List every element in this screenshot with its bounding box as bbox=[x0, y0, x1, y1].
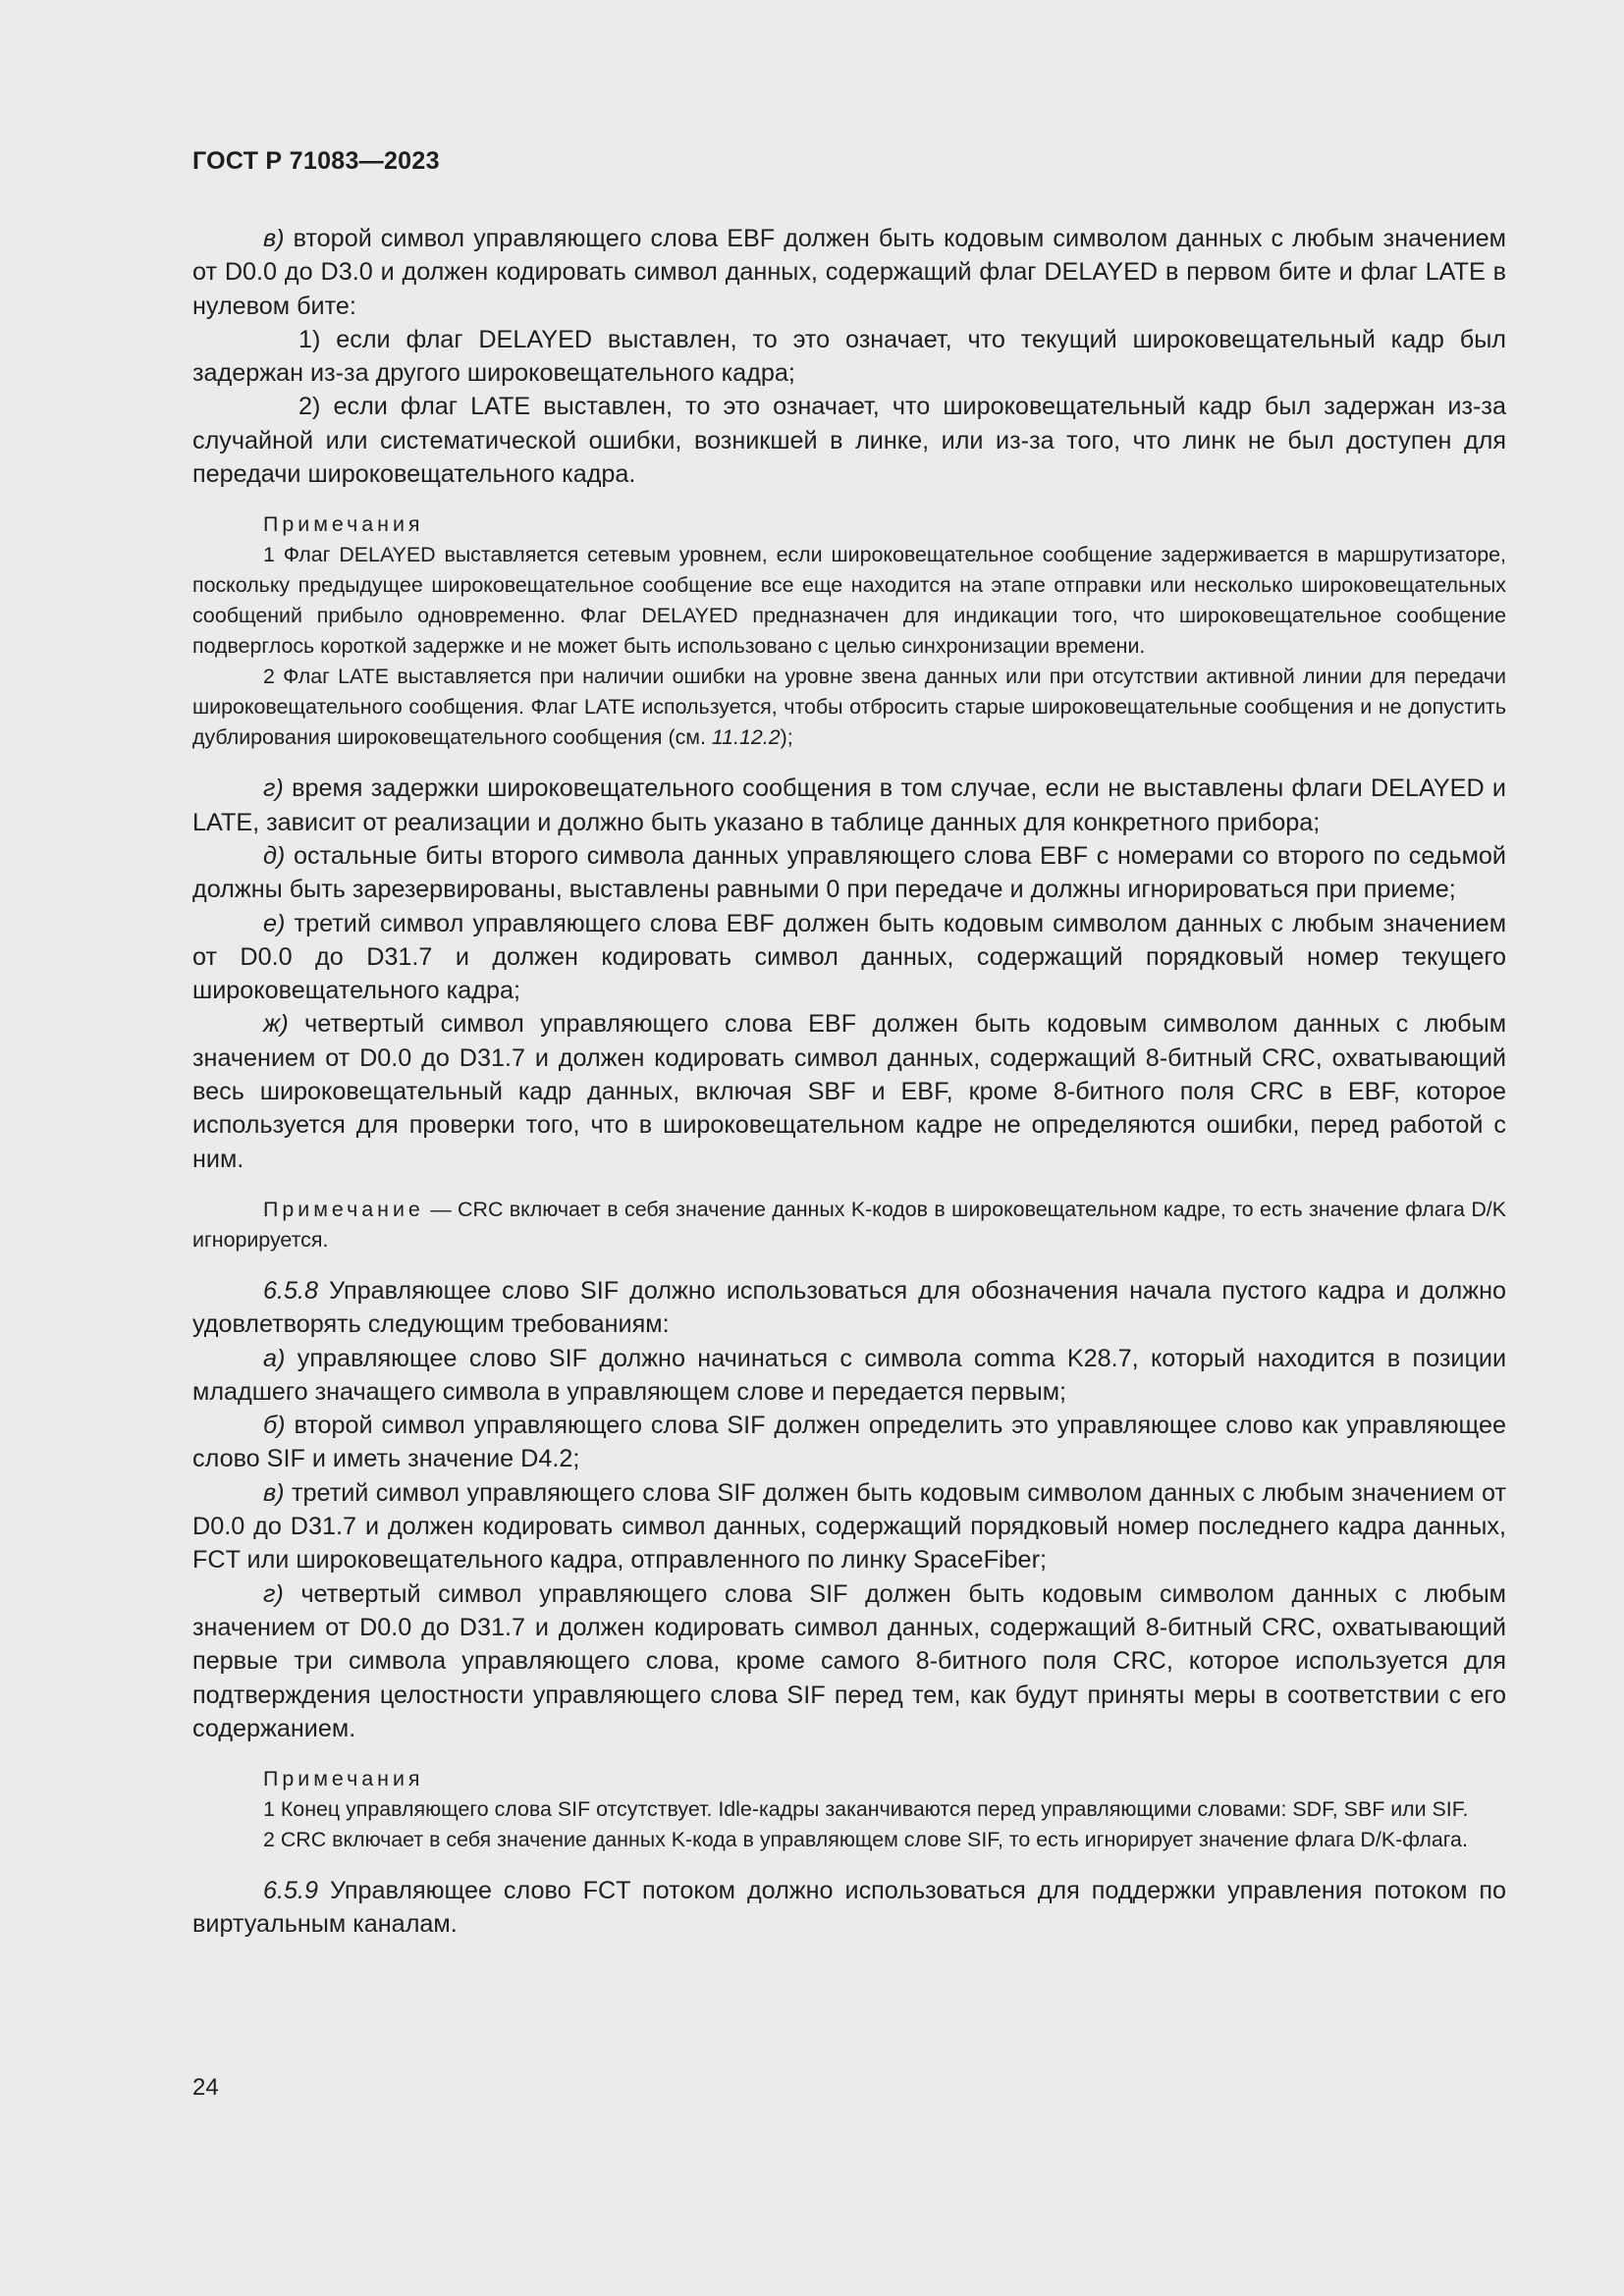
item-marker: е) bbox=[263, 909, 286, 937]
section-6-5-8 bbox=[192, 1274, 1506, 1342]
list-item-d bbox=[192, 839, 1506, 907]
item-marker: г) bbox=[263, 1579, 284, 1608]
item-marker: г) bbox=[263, 774, 284, 803]
list-item-a bbox=[192, 1342, 1506, 1410]
list-item-e bbox=[192, 907, 1506, 1008]
item-marker: в) bbox=[263, 1478, 285, 1507]
note-text: 2 Флаг LATE выставляется при наличии ошибки на уровне звена данных или при отсутствии активной линии для передачи широковещательного сообщения. Флаг LATE используется, чтобы отбросить старые широковещательные сообщения и не допустить дублирования широковещательного сообщения (см. bbox=[192, 665, 1506, 750]
note-item-1: 1 Флаг DELAYED выставляется сетевым уровнем, если широковещательное сообщение задерживается в маршрутизаторе, поскольку предыдущее широковещательное сообщение все еще находится на этапе отправки или несколько широковещательных сообщений прибыло одновременно. Флаг DELAYED предназначен для индикации того, что широковещательное сообщение подверглось короткой задержке и не может быть использовано с целью синхронизации времени. bbox=[192, 543, 1506, 659]
item-text: второй символ управляющего слова SIF должен определить это управляющее слово как управляющее слово SIF и иметь значение D4.2; bbox=[192, 1412, 1507, 1473]
note-item-2: 2 CRC включает в себя значение данных K-кода в управляющем слове SIF, то есть игнорирует значение флага D/K-флага. bbox=[263, 1828, 1468, 1852]
page-number: 24 bbox=[192, 2074, 219, 2101]
item-text: четвертый символ управляющего слова SIF должен быть кодовым символом данных с любым значением от D0.0 до D31.7 и должен кодировать символ данных, содержащий 8-битный CRC, охватывающий первые три символа управляющего слова, кроме самого 8-битного поля CRC, которое используется для подтверждения целостности управляющего слова SIF перед тем, как будут приняты меры в соответствии с его содержанием. bbox=[192, 1579, 1506, 1742]
notes-title: Примечания bbox=[263, 1767, 424, 1791]
list-item-zh bbox=[192, 1007, 1506, 1175]
notes-title: Примечания bbox=[263, 512, 424, 537]
section-text: Управляющее слово SIF должно использоваться для обозначения начала пустого кадра и должно удовлетворять следующим требованиям: bbox=[192, 1276, 1506, 1339]
page-body bbox=[192, 222, 1506, 1942]
section-reference: 11.12.2 bbox=[711, 725, 781, 750]
sub-item-2: 2) если флаг LATE выставлен, то это означает, что широковещательный кадр был задержан из-за случайной или систематической ошибки, возникшей в линке, или из-за того, что линк не был доступен для передачи широковещательного кадра. bbox=[192, 393, 1506, 489]
document-header: ГОСТ Р 71083—2023 bbox=[192, 147, 440, 175]
item-text: второй символ управляющего слова EBF должен быть кодовым символом данных с любым значением от D0.0 до D3.0 и должен кодировать символ данных, содержащий флаг DELAYED в первом бите и флаг LATE в нулевом бите: bbox=[192, 225, 1507, 320]
note-label: Примечание bbox=[263, 1197, 424, 1221]
list-item-g2 bbox=[192, 1577, 1506, 1745]
note-text: — CRC включает в себя значение данных K-кодов в широковещательном кадре, то есть значение флага D/K игнорируется. bbox=[192, 1197, 1506, 1252]
list-item-b bbox=[192, 1409, 1506, 1476]
item-text: время задержки широковещательного сообщения в том случае, если не выставлены флаги DELAYED и LATE, зависит от реализации и должно быть указано в таблице данных для конкретного прибора; bbox=[192, 774, 1507, 836]
note-text-end: ); bbox=[780, 725, 793, 750]
note-single bbox=[192, 1195, 1506, 1255]
list-item-g bbox=[192, 772, 1506, 839]
note-item-1: 1 Конец управляющего слова SIF отсутствует. Idle-кадры заканчиваются перед управляющими словами: SDF, SBF или SIF. bbox=[263, 1797, 1469, 1822]
item-text: третий символ управляющего слова EBF должен быть кодовым символом данных с любым значением от D0.0 до D31.7 и должен кодировать символ данных, содержащий порядковый номер текущего широковещательного кадра; bbox=[192, 909, 1507, 1005]
item-marker: ж) bbox=[263, 1010, 289, 1039]
list-item-v2 bbox=[192, 1476, 1506, 1577]
section-text: Управляющее слово FCT потоком должно использоваться для поддержки управления потоком по виртуальным каналам. bbox=[192, 1877, 1506, 1939]
item-text: третий символ управляющего слова SIF должен быть кодовым символом данных с любым значением от D0.0 до D31.7 и должен кодировать символ данных, содержащий порядковый номер последнего кадра данных, FCT или широковещательного кадра, отправленного по линку SpaceFiber; bbox=[192, 1478, 1506, 1575]
note-item-2 bbox=[192, 662, 1506, 753]
list-item-v bbox=[192, 222, 1506, 323]
item-marker: в) bbox=[263, 225, 285, 252]
item-text: остальные биты второго символа данных управляющего слова EBF с номерами со второго по седьмой должны быть зарезервированы, выставлены равными 0 при передаче и должны игнорироваться при приеме; bbox=[192, 841, 1506, 904]
sub-item-1: 1) если флаг DELAYED выставлен, то это означает, что текущий широковещательный кадр был задержан из-за другого широковещательного кадра; bbox=[192, 325, 1506, 388]
section-number: 6.5.8 bbox=[263, 1276, 319, 1305]
section-6-5-9 bbox=[192, 1874, 1506, 1942]
item-marker: д) bbox=[263, 841, 286, 870]
section-number: 6.5.9 bbox=[263, 1877, 319, 1905]
item-marker: а) bbox=[263, 1344, 286, 1372]
item-text: управляющее слово SIF должно начинаться с символа comma K28.7, который находится в позиции младшего значащего символа в управляющем слове и передается первым; bbox=[192, 1344, 1507, 1406]
item-marker: б) bbox=[263, 1412, 286, 1440]
item-text: четвертый символ управляющего слова EBF должен быть кодовым символом данных с любым значением от D0.0 до D31.7 и должен кодировать символ данных, содержащий 8-битный CRC, охватывающий весь широковещательный кадр данных, включая SBF и EBF, кроме 8-битного поля CRC в EBF, которое используется для проверки того, что в широковещательном кадре не определяются ошибки, перед работой с ним. bbox=[192, 1010, 1507, 1173]
